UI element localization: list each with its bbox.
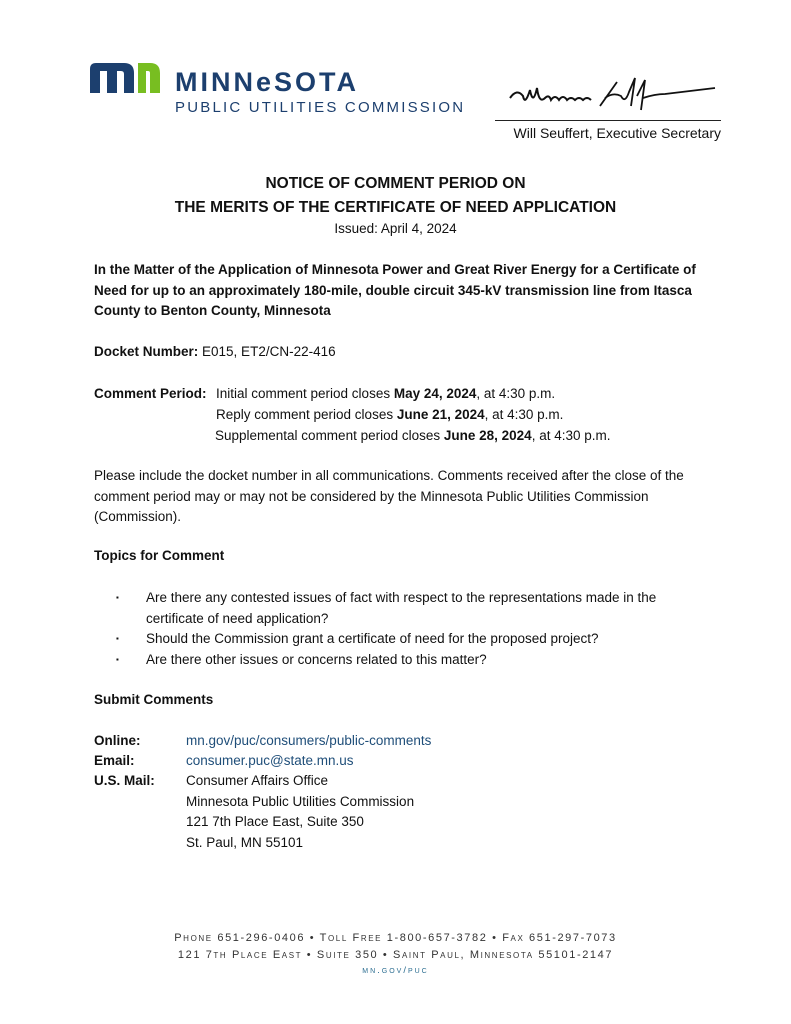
footer-address: 121 7th Place East • Suite 350 • Saint Paul, Minnesota 55101-2147 <box>177 949 614 961</box>
docket-label: Docket Number: <box>94 344 199 359</box>
issued-date: Issued: April 4, 2024 <box>334 221 457 236</box>
matter-description: In the Matter of the Application of Minnesota Power and Great River Energy for a Certificate of Need for up to an approximately 180-mile, double circuit 345-kV transmission line from Itasca County to Benton County, Minnesota <box>94 262 696 318</box>
mail-address-line: St. Paul, MN 55101 <box>186 835 304 850</box>
mail-address-line: 121 7th Place East, Suite 350 <box>186 814 364 829</box>
submit-heading: Submit Comments <box>94 692 214 707</box>
cp-date: June 21, 2024 <box>396 407 485 422</box>
footer-contact: Phone 651-296-0406 • Toll Free 1-800-657-3782 • Fax 651-297-7073 <box>174 932 617 944</box>
cp-text: Reply comment period closes <box>216 407 397 422</box>
topic-item: Should the Commission grant a certificate of need for the proposed project? <box>146 631 599 646</box>
mail-address-line: Minnesota Public Utilities Commission <box>186 794 415 809</box>
cp-date: June 28, 2024 <box>443 428 532 443</box>
cp-time: , at 4:30 p.m. <box>531 428 611 443</box>
mail-address-line: Consumer Affairs Office <box>186 773 329 788</box>
email-link[interactable]: consumer.puc@state.mn.us <box>186 753 354 768</box>
cp-date: May 24, 2024 <box>393 386 477 401</box>
docket-value: E015, ET2/CN-22-416 <box>198 344 336 359</box>
comment-period-initial <box>216 384 555 405</box>
signature-image <box>505 76 720 116</box>
bullet-icon: ▪ <box>116 634 119 643</box>
online-label: Online: <box>94 733 141 748</box>
signature-line <box>495 120 721 121</box>
comment-period-label: Comment Period: <box>94 386 207 401</box>
logo-title: MINNeSOTA <box>175 67 360 97</box>
comment-period-supplemental <box>215 426 610 447</box>
cp-text: Initial comment period closes <box>216 386 394 401</box>
mail-label: U.S. Mail: <box>94 773 155 788</box>
comment-period-reply <box>216 405 563 426</box>
logo-subtitle: PUBLIC UTILITIES COMMISSION <box>175 99 466 116</box>
docket-number <box>94 342 336 363</box>
topic-item: Are there other issues or concerns related to this matter? <box>146 652 487 667</box>
topics-heading: Topics for Comment <box>94 548 225 563</box>
notice-title-line-1: NOTICE OF COMMENT PERIOD ON <box>265 175 526 192</box>
footer-website-link[interactable]: mn.gov/puc <box>362 965 429 976</box>
bullet-icon: ▪ <box>116 593 119 602</box>
email-label: Email: <box>94 753 135 768</box>
mn-logo-icon <box>90 63 160 93</box>
cp-text: Supplemental comment period closes <box>215 428 444 443</box>
cp-time: , at 4:30 p.m. <box>484 407 564 422</box>
topic-item: Are there any contested issues of fact with respect to the representations made in the certificate of need application? <box>146 590 657 626</box>
cp-time: , at 4:30 p.m. <box>476 386 556 401</box>
bullet-icon: ▪ <box>116 655 119 664</box>
notice-title-line-2: THE MERITS OF THE CERTIFICATE OF NEED APPLICATION <box>174 199 617 216</box>
docket-note: Please include the docket number in all communications. Comments received after the close of the comment period may or may not be considered by the Minnesota Public Utilities Commission (Commission). <box>94 468 684 524</box>
signatory-name: Will Seuffert, Executive Secretary <box>513 125 721 141</box>
online-link[interactable]: mn.gov/puc/consumers/public-comments <box>186 733 432 748</box>
